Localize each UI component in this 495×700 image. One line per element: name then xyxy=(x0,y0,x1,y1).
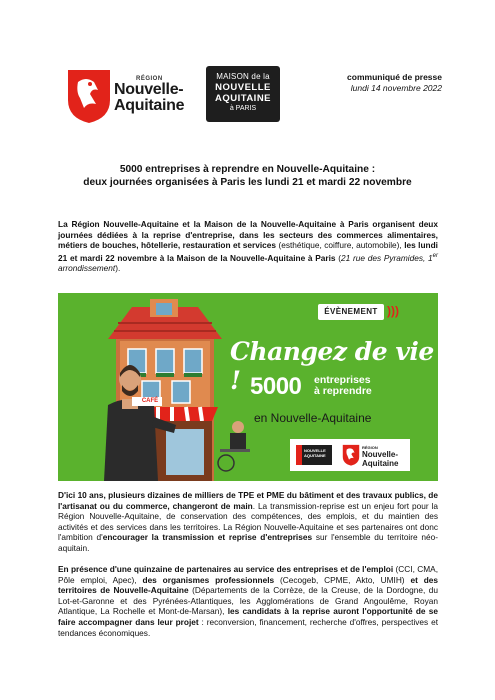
banner-slogan: Changez de vie ! xyxy=(230,337,434,395)
region-lion-logo xyxy=(66,68,112,124)
banner-number-text-line2: à reprendre xyxy=(314,385,372,397)
p1-address-sup: er xyxy=(432,252,438,259)
region-name-line1: Nouvelle- xyxy=(114,81,184,98)
intro-paragraph xyxy=(58,219,438,274)
banner-number-text-line1: entreprises xyxy=(314,374,371,386)
mini-maison-text: NOUVELLE AQUITAINE xyxy=(304,448,326,458)
event-banner xyxy=(58,293,438,481)
p3-text4: : reconversion, financement, recherche d'offres, perspectives et tendances économiques. xyxy=(58,616,439,638)
p3-bold4: les candidats à la reprise auront l'opportunité de se faire accompagner dans leur projet xyxy=(58,606,438,627)
title-line2: deux journées organisées à Paris les lundi 21 et mardi 22 novembre xyxy=(83,177,412,188)
mini-region-line2: Aquitaine xyxy=(362,459,399,468)
banner-logos xyxy=(290,439,410,471)
region-name-line2: Aquitaine xyxy=(114,97,185,114)
banner-region-text: en Nouvelle-Aquitaine xyxy=(254,411,372,425)
mini-region-line1: Nouvelle- xyxy=(362,450,399,459)
signal-waves-icon: ))) xyxy=(387,304,399,318)
p3-text3: (Départements de la Corrèze, de la Creuse, de la Dordogne, du Lot-et-Garonne et des Pyrénées-Atlantiques, les Agglomérations de Grand Angoulême, Royan Atlantique, La Rochelle et Mont-de-Marsan), xyxy=(58,585,438,617)
partners-paragraph xyxy=(58,564,438,638)
p3-text1: (CCI, CMA, Pôle emploi, Apec), xyxy=(58,564,438,585)
p1-text2: ( xyxy=(335,252,342,263)
document-header xyxy=(0,64,495,128)
maison-line1: MAISON de la xyxy=(216,72,270,81)
cafe-sign: CAFÉ xyxy=(141,398,159,404)
document-title xyxy=(40,163,455,189)
maison-logo xyxy=(206,66,280,122)
p3-text2: (Cecogeb, CPME, Akto, UMIH) xyxy=(274,574,411,585)
p3-bold3: et des territoires de Nouvelle-Aquitaine xyxy=(58,574,438,596)
p1-bold2: les lundi 21 et mardi 22 novembre à la Maison de la Nouvelle-Aquitaine à Paris xyxy=(58,240,438,263)
p2-text1: . La transmission-reprise est un enjeu fort pour la Région Nouvelle-Aquitaine, de conservation des compétences, des emplois, et du maintien des activités et des services dans les territoires. La Région Nouvelle-Aquitaine et ses partenaires ont donc l'ambition d' xyxy=(58,500,438,543)
region-wordmark xyxy=(114,76,184,114)
p2-text2: sur l'ensemble du territoire néo-aquitain. xyxy=(58,532,439,553)
region-label: RÉGION xyxy=(136,76,163,82)
p1-text1: (esthétique, coiffure, automobile), xyxy=(276,240,405,251)
p1-address-end: arrondissement xyxy=(58,263,116,274)
press-date: lundi 14 novembre 2022 xyxy=(350,83,442,93)
p3-bold2: des organismes professionnels xyxy=(142,574,275,585)
p1-text3: ). xyxy=(115,263,121,274)
p2-bold1: D'ici 10 ans, plusieurs dizaines de milliers de TPE et PME du bâtiment et des travaux publics, de l'artisanat ou du commerce, changeront de main xyxy=(58,490,438,511)
p2-bold2: encourager la transmission et reprise d'entreprises xyxy=(102,532,313,543)
press-info xyxy=(347,72,442,94)
p3-bold1: En présence d'une quinzaine de partenaires au service des entreprises et de l'emploi xyxy=(58,564,394,574)
context-paragraph xyxy=(58,490,438,554)
title-line1: 5000 entreprises à reprendre en Nouvelle-Aquitaine : xyxy=(119,164,376,175)
mini-region-small: RÉGION xyxy=(362,445,378,450)
mini-region-name xyxy=(362,445,398,468)
maison-line2: NOUVELLE xyxy=(215,82,271,93)
banner-number-text xyxy=(314,375,372,397)
maison-line3: AQUITAINE xyxy=(214,93,272,104)
mini-region-lion-logo xyxy=(342,443,360,467)
press-type: communiqué de presse xyxy=(347,72,442,82)
mini-maison-logo xyxy=(296,445,332,465)
p1-address: 21 rue des Pyramides, 1 xyxy=(341,252,433,263)
event-badge: ÉVÈNEMENT xyxy=(318,304,384,320)
maison-line4: à PARIS xyxy=(229,105,257,112)
banner-number: 5000 xyxy=(250,373,302,400)
p1-bold1: La Région Nouvelle-Aquitaine et la Maison de la Nouvelle-Aquitaine à Paris organisent deux journées dédiées à la reprise d'entreprise, dans les secteurs des commerces alimentaires, métiers de bouches, hôtellerie, restauration et services xyxy=(58,219,438,251)
